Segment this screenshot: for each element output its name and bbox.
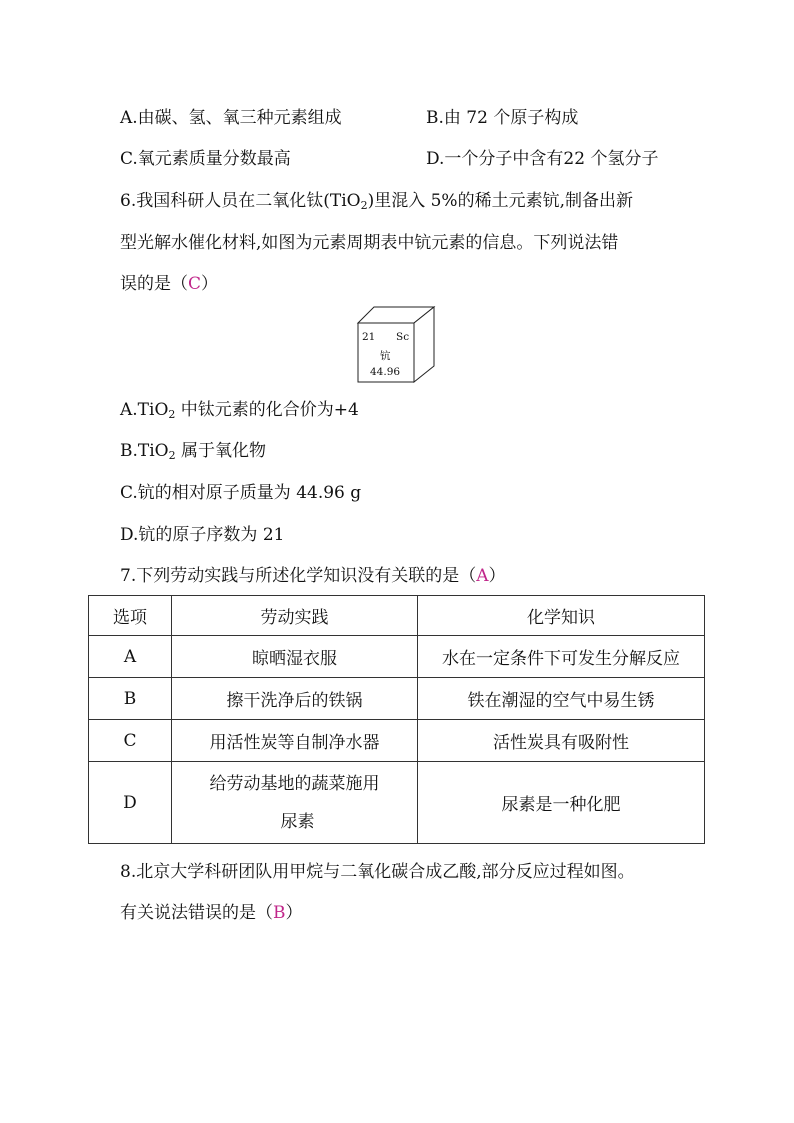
table-row (89, 720, 705, 762)
atomic-number: 21 (362, 331, 376, 343)
q8-answer: B (273, 903, 286, 923)
table-row (89, 678, 705, 720)
q7-answer: A (476, 566, 489, 586)
q6-option-d: D.钪的原子序数为 21 (120, 525, 285, 545)
q5-option-d: D.一个分子中含有22 个氢分子 (426, 149, 659, 169)
q6-option-a: A.TiO$_2$ 中钛元素的化合价为+4 (120, 400, 359, 421)
scandium-element-cell (356, 306, 436, 384)
q6-stem-line1: 6.我国科研人员在二氧化钛(TiO$_2$)里混入 5%的稀土元素钪,制备出新 (120, 191, 633, 212)
header-option: 选项 (89, 596, 172, 636)
row-practice: 用活性炭等自制净水器 (172, 720, 418, 762)
q8-stem-line1: 8.北京大学科研团队用甲烷与二氧化碳合成乙酸,部分反应过程如图。 (120, 862, 635, 882)
header-practice: 劳动实践 (172, 596, 418, 636)
row-knowledge: 尿素是一种化肥 (418, 762, 705, 844)
q5-option-c: C.氧元素质量分数最高 (120, 149, 291, 169)
q6-option-b: B.TiO$_2$ 属于氧化物 (120, 441, 267, 462)
row-knowledge: 水在一定条件下可发生分解反应 (418, 636, 705, 678)
header-knowledge: 化学知识 (418, 596, 705, 636)
q6-answer: C (188, 274, 202, 294)
atomic-mass: 44.96 (370, 366, 401, 378)
table-header-row (89, 596, 705, 636)
row-practice: 给劳动基地的蔬菜施用 尿素 (172, 762, 418, 844)
table-row (89, 636, 705, 678)
row-option: D (89, 762, 172, 844)
table-row (89, 762, 705, 844)
q5-option-a: A.由碳、氢、氧三种元素组成 (120, 108, 342, 128)
q6-stem-line3: 误的是（C） (120, 274, 219, 294)
row-knowledge: 活性炭具有吸附性 (418, 720, 705, 762)
q6-option-c: C.钪的相对原子质量为 44.96 g (120, 483, 362, 503)
row-practice: 晾晒湿衣服 (172, 636, 418, 678)
row-knowledge: 铁在潮湿的空气中易生锈 (418, 678, 705, 720)
q8-stem-line2: 有关说法错误的是（B） (120, 903, 303, 923)
row-option: A (89, 636, 172, 678)
element-symbol: Sc (396, 331, 410, 343)
q5-option-b: B.由 72 个原子构成 (426, 108, 579, 128)
q6-stem-line2: 型光解水催化材料,如图为元素周期表中钪元素的信息。下列说法错 (120, 233, 619, 253)
q7-table (88, 595, 705, 844)
row-option: C (89, 720, 172, 762)
element-name: 钪 (380, 350, 391, 362)
q7-stem: 7.下列劳动实践与所述化学知识没有关联的是（A） (120, 566, 506, 586)
row-option: B (89, 678, 172, 720)
row-practice: 擦干洗净后的铁锅 (172, 678, 418, 720)
